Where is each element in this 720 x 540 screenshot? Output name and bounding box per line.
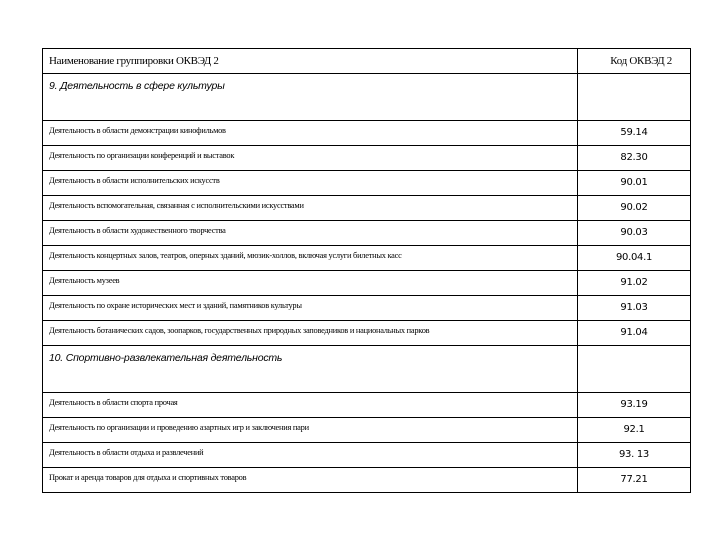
activity-name-cell bbox=[43, 418, 578, 443]
activity-code-cell bbox=[578, 121, 691, 146]
header-code bbox=[578, 49, 691, 74]
activity-code-cell bbox=[578, 221, 691, 246]
table-row bbox=[43, 321, 691, 346]
activity-code: 93. 13 bbox=[618, 449, 649, 460]
activity-code-cell bbox=[578, 146, 691, 171]
table-row bbox=[43, 271, 691, 296]
activity-name: Деятельность по организации конференций и выставок bbox=[49, 151, 235, 160]
activity-code: 82.30 bbox=[620, 152, 648, 163]
activity-name-cell bbox=[43, 221, 578, 246]
activity-name: Деятельность в области исполнительских искусств bbox=[49, 176, 220, 185]
activity-name-cell bbox=[43, 468, 578, 493]
table-row bbox=[43, 296, 691, 321]
activity-name: Деятельность в области спорта прочая bbox=[49, 398, 178, 407]
activity-name: Деятельность в области демонстрации кинофильмов bbox=[49, 126, 226, 135]
activity-code-cell bbox=[578, 246, 691, 271]
activity-name: Деятельность в области художественного творчества bbox=[49, 226, 226, 235]
activity-name-cell bbox=[43, 171, 578, 196]
activity-code: 92.1 bbox=[623, 424, 645, 435]
activity-name-cell bbox=[43, 393, 578, 418]
table-header-row bbox=[43, 49, 691, 74]
table-row bbox=[43, 418, 691, 443]
section-row-culture bbox=[43, 74, 691, 121]
activity-code: 90.01 bbox=[620, 177, 648, 188]
activity-name-cell bbox=[43, 296, 578, 321]
table-row bbox=[43, 393, 691, 418]
activity-name-cell bbox=[43, 246, 578, 271]
section-title: 9. Деятельность в сфере культуры bbox=[49, 80, 225, 92]
section-title: 10. Спортивно-развлекательная деятельность bbox=[49, 352, 283, 364]
activity-code: 90.04.1 bbox=[615, 252, 653, 263]
table-row bbox=[43, 443, 691, 468]
activity-code-cell bbox=[578, 418, 691, 443]
activity-name-cell bbox=[43, 121, 578, 146]
activity-name-cell bbox=[43, 146, 578, 171]
activity-code: 93.19 bbox=[620, 399, 648, 410]
activity-code: 91.03 bbox=[620, 302, 648, 313]
activity-code: 91.02 bbox=[620, 277, 648, 288]
table-row bbox=[43, 171, 691, 196]
activity-code: 90.03 bbox=[620, 227, 648, 238]
activity-name: Деятельность по охране исторических мест и зданий, памятников культуры bbox=[49, 301, 302, 310]
table-row bbox=[43, 146, 691, 171]
okved-table bbox=[42, 48, 691, 493]
activity-name: Прокат и аренда товаров для отдыха и спортивных товаров bbox=[49, 473, 247, 482]
activity-code-cell bbox=[578, 468, 691, 493]
activity-name-cell bbox=[43, 443, 578, 468]
table-row bbox=[43, 221, 691, 246]
header-code-text: Код ОКВЭД 2 bbox=[610, 55, 672, 67]
activity-code-cell bbox=[578, 393, 691, 418]
activity-code: 91.04 bbox=[620, 327, 648, 338]
header-name-text: Наименование группировки ОКВЭД 2 bbox=[49, 55, 219, 67]
activity-code-cell bbox=[578, 296, 691, 321]
activity-code-cell bbox=[578, 171, 691, 196]
section-code-cell bbox=[578, 346, 691, 393]
activity-name-cell bbox=[43, 271, 578, 296]
activity-code-cell bbox=[578, 321, 691, 346]
section-row-sport-entertainment bbox=[43, 346, 691, 393]
activity-name-cell bbox=[43, 196, 578, 221]
activity-name: Деятельность музеев bbox=[49, 276, 120, 285]
table-row bbox=[43, 246, 691, 271]
activity-name: Деятельность концертных залов, театров, оперных зданий, мюзик-холлов, включая услуги билетных касс bbox=[49, 251, 402, 260]
section-title-cell bbox=[43, 346, 578, 393]
header-name bbox=[43, 49, 578, 74]
activity-name: Деятельность по организации и проведению азартных игр и заключения пари bbox=[49, 423, 309, 432]
activity-name: Деятельность ботанических садов, зоопарков, государственных природных заповедников и национальных парков bbox=[49, 326, 430, 335]
section-title-cell bbox=[43, 74, 578, 121]
table-row bbox=[43, 121, 691, 146]
activity-code: 77.21 bbox=[620, 474, 648, 485]
activity-code-cell bbox=[578, 271, 691, 296]
table-row bbox=[43, 196, 691, 221]
activity-code-cell bbox=[578, 443, 691, 468]
activity-name: Деятельность вспомогательная, связанная с исполнительскими искусствами bbox=[49, 201, 304, 210]
activity-name-cell bbox=[43, 321, 578, 346]
activity-code-cell bbox=[578, 196, 691, 221]
activity-name: Деятельность в области отдыха и развлечений bbox=[49, 448, 204, 457]
section-code-cell bbox=[578, 74, 691, 121]
activity-code: 90.02 bbox=[620, 202, 648, 213]
activity-code: 59.14 bbox=[620, 127, 648, 138]
table-row bbox=[43, 468, 691, 493]
